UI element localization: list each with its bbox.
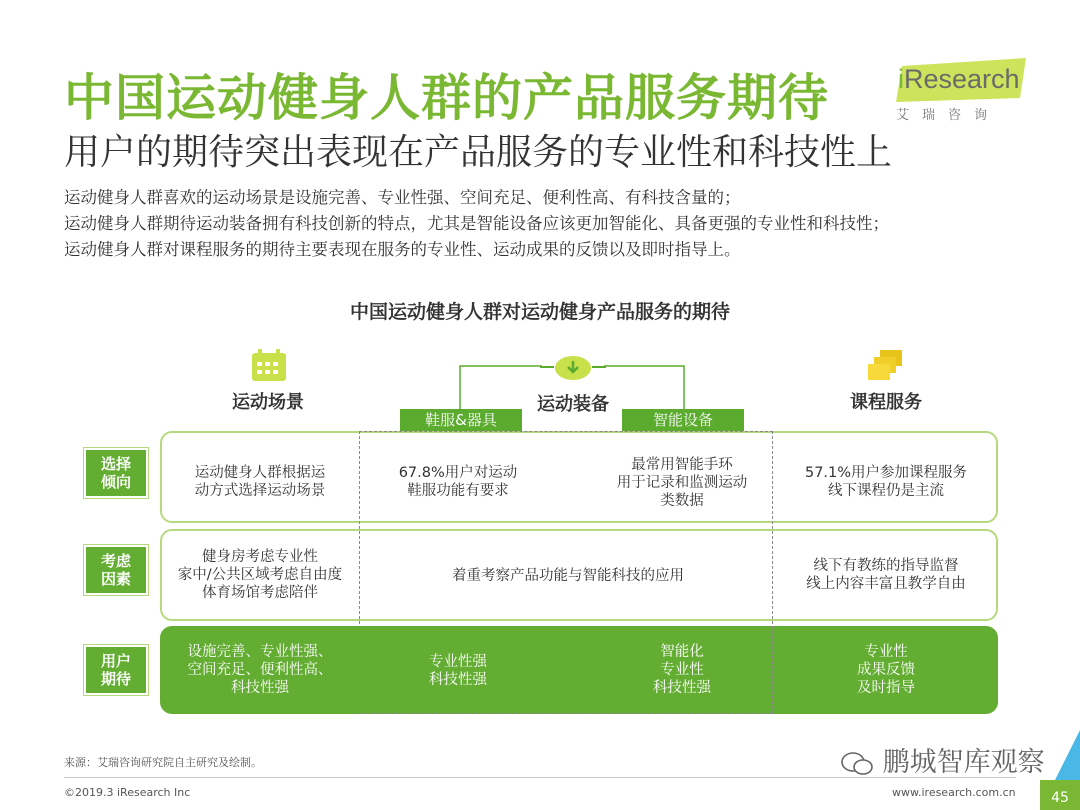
copyright: ©2019.3 iResearch Inc — [64, 786, 191, 799]
tag-apparel: 鞋服&器具 — [400, 409, 522, 431]
wechat-icon — [840, 750, 874, 778]
equipment-bracket — [458, 360, 688, 412]
logo-wordmark: iResearch — [898, 64, 1020, 94]
logo-tagline: 艾瑞咨询 — [896, 108, 1001, 123]
summary-text — [64, 185, 889, 263]
cell-choice-scene: 运动健身人群根据运 动方式选择运动场景 — [194, 465, 326, 499]
row-label-expect: 用户 期待 — [84, 645, 148, 695]
cell-factor-equipment: 着重考察产品功能与智能科技的应用 — [452, 568, 684, 584]
summary-line: 运动健身人群对课程服务的期待主要表现在服务的专业性、运动成果的反馈以及即时指导上。 — [64, 240, 741, 259]
row-label-choice: 选择 倾向 — [84, 448, 148, 498]
summary-line: 运动健身人群喜欢的运动场景是设施完善、专业性强、空间充足、便利性高、有科技含量的； — [64, 188, 741, 207]
watermark — [840, 740, 1045, 779]
page-title: 中国运动健身人群的产品服务期待 — [64, 69, 829, 127]
tag-smart-device: 智能设备 — [622, 409, 744, 431]
column-header-course: 课程服务 — [850, 392, 922, 413]
cell-choice-course: 57.1%用户参加课程服务 线下课程仍是主流 — [804, 465, 968, 499]
cell-expect-apparel: 专业性强 科技性强 — [429, 654, 487, 688]
cell-expect-scene: 设施完善、专业性强、 空间充足、便利性高、 科技性强 — [187, 644, 333, 696]
cell-expect-course: 专业性 成果反馈 及时指导 — [857, 644, 915, 696]
website-link[interactable]: www.iresearch.com.cn — [892, 786, 1016, 799]
cell-expect-smart: 智能化 专业性 科技性强 — [653, 644, 711, 696]
cell-factor-scene: 健身房考虑专业性 家中/公共区域考虑自由度 体育场馆考虑陪伴 — [177, 549, 343, 601]
row-label-factor: 考虑 因素 — [84, 545, 148, 595]
calendar-icon — [250, 348, 288, 382]
layers-icon — [866, 348, 906, 384]
cell-choice-apparel: 67.8%用户对运动 鞋服功能有要求 — [398, 465, 518, 499]
watermark-text: 鹏城智库观察 — [882, 747, 1045, 778]
cell-factor-course: 线下有教练的指导监督 线上内容丰富且教学自由 — [806, 558, 966, 592]
equipment-column-frame — [359, 431, 773, 714]
page-number: 45 — [1040, 780, 1080, 810]
column-header-equipment: 运动装备 — [537, 394, 609, 415]
source-note: 来源：艾瑞咨询研究院自主研究及绘制。 — [64, 756, 262, 769]
cell-choice-smart: 最常用智能手环 用于记录和监测运动 类数据 — [616, 457, 748, 509]
summary-line: 运动健身人群期待运动装备拥有科技创新的特点，尤其是智能设备应该更加智能化、具备更强的专业性和科技性； — [64, 214, 889, 233]
iresearch-logo — [892, 58, 1028, 124]
page-subtitle: 用户的期待突出表现在产品服务的专业性和科技性上 — [64, 132, 893, 173]
column-header-scene: 运动场景 — [232, 392, 304, 413]
figure-title: 中国运动健身人群对运动健身产品服务的期待 — [349, 301, 730, 323]
